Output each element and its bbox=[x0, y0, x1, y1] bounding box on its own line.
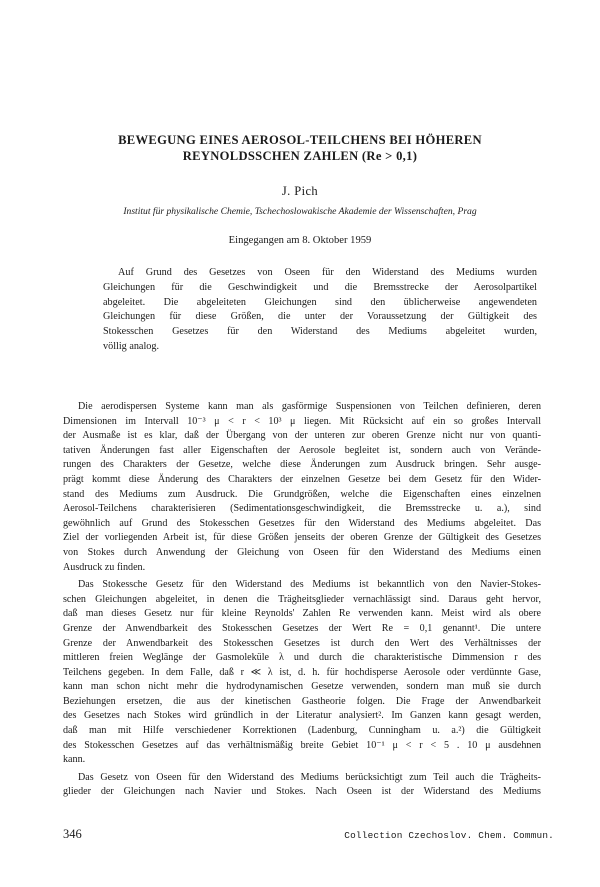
body-line: von Stokes durch Anwendung der Gleichung von Oseen für den Widerstand des Mediums einen bbox=[63, 546, 541, 558]
body-line: mittleren freien Weglänge der Gasmoleküle λ und durch die charakteristische Dimmension r des bbox=[63, 652, 541, 664]
body-line: Grenze der Anwendbarkeit des Stokesschen Gesetzes ist durch den Wert des Verhältnisses der bbox=[63, 637, 541, 649]
body-line: rungen des Charakters der Gesetze, welche diese Änderungen zum Ausdruck bringen. Sehr ausge- bbox=[63, 459, 541, 471]
title-line-1: BEWEGUNG EINES AEROSOL-TEILCHENS BEI HÖHEREN bbox=[118, 133, 482, 147]
abstract-line: abgeleitet. Die abgeleiteten Gleichungen sind den üblicherweise angewendeten bbox=[103, 296, 537, 308]
body-line: daß man mit Hilfe verschiedener Korrektionen (Ladenburg, Cunningham u. a.²) die Gültigkeit bbox=[63, 725, 541, 737]
paragraph-2 bbox=[63, 578, 541, 768]
body-line: glieder der Gleichungen nach Navier und Stokes. Nach Oseen ist der Widerstand des Mediums bbox=[63, 786, 541, 798]
body-line: Teilchens gegeben. In dem Falle, daß r ≪ λ ist, d. h. für hochdisperse Aerosole oder verdünnte Gase, bbox=[63, 666, 541, 678]
article-body bbox=[63, 400, 541, 800]
body-line: Dimensionen im Intervall 10⁻³ μ < r < 10³ μ liegen. Mit Rücksicht auf ein so großes Intervall bbox=[63, 415, 541, 427]
abstract-line: Gleichungen für die Geschwindigkeit und die Bremsstrecke der Aerosolpartikel bbox=[103, 281, 537, 293]
body-line: des Stokesschen Gesetzes auf das verhältnismäßig breite Gebiet 10⁻¹ μ < r < 5 . 10 μ ausdehnen bbox=[63, 739, 541, 751]
page-number: 346 bbox=[63, 827, 82, 841]
body-line: tativen Änderungen fast aller Eigenschaften der Aerosole begleitet ist, sondern auch von Verände- bbox=[63, 444, 541, 456]
author-name: J. Pich bbox=[281, 184, 319, 198]
body-line: prägt kommt diese Änderung des Charakters der einzelnen Gesetze bei dem Gesetz für den Wider- bbox=[63, 473, 541, 485]
paragraph-3 bbox=[63, 771, 541, 800]
body-line: Das Gesetz von Oseen für den Widerstand des Mediums berücksichtigt zum Teil auch die Trägheits- bbox=[78, 771, 541, 783]
paragraph-1 bbox=[63, 400, 541, 575]
body-line: daß man dieses Gesetz nur für kleine Reynolds' Zahlen Re verwenden kann. Meist wird als obere bbox=[63, 608, 541, 620]
body-line: kann man schon nicht mehr die hydrodynamischen Gesetze verwenden, sondern man muß sie durch bbox=[63, 681, 541, 693]
body-line: Grenze der Anwendbarkeit des Stokesschen Gesetzes der Wert Re = 0,1 genannt¹. Die untere bbox=[63, 622, 541, 634]
abstract bbox=[103, 266, 537, 355]
received-date: Eingegangen am 8. Oktober 1959 bbox=[228, 235, 372, 246]
body-line: kann. bbox=[63, 754, 86, 766]
abstract-line: Auf Grund des Gesetzes von Oseen für den Widerstand des Mediums wurden bbox=[118, 267, 537, 278]
abstract-line: Gleichungen für diese Größen, die unter der Voraussetzung der Gültigkeit des bbox=[103, 311, 537, 323]
body-line: gewöhnlich auf Grund des Stokesschen Gesetzes für den Widerstand des Mediums abgeleitet. Das bbox=[63, 517, 541, 529]
body-line: der Ausmaße ist es klar, daß der Übergang von der unteren zur oberen Grenze nicht nur von quanti- bbox=[63, 430, 541, 442]
body-line: des Gesetzes nach Stokes wird gründlich in der Literatur analysiert². Im Ganzen kann gesagt werden, bbox=[63, 710, 541, 722]
article-title bbox=[0, 132, 600, 164]
author-affiliation: Institut für physikalische Chemie, Tschechoslowakische Akademie der Wissenschaften, Prag bbox=[123, 206, 477, 217]
body-line: Beziehungen ersetzen, die aus der kinetischen Gastheorie folgen. Die Frage der Anwendbarkeit bbox=[63, 695, 541, 707]
body-line: stand des Mediums zum Ausdruck. Die Grundgrößen, welche die Eigenschaften eines einzelnen bbox=[63, 488, 541, 500]
body-line: Ziel der vorliegenden Arbeit ist, für diese Größen jenseits der oberen Grenze der Gültigkeit des Gesetzes bbox=[63, 532, 541, 544]
body-line: schen Gleichungen abgeleitet, in denen die Trägheitsglieder vernachlässigt sind. Daraus geht hervor, bbox=[63, 593, 541, 605]
title-line-2: REYNOLDSSCHEN ZAHLEN (Re > 0,1) bbox=[182, 149, 418, 163]
journal-name: Collection Czechoslov. Chem. Commun. bbox=[344, 830, 554, 841]
body-line: Ausdruck zu finden. bbox=[63, 561, 146, 573]
body-line: Aerosol-Teilchens charakterisieren (Sedimentationsgeschwindigkeit, die Bremsstrecke u. a.), sind bbox=[63, 503, 541, 515]
body-line: Die aerodispersen Systeme kann man als gasförmige Suspensionen von Teilchen definieren, deren bbox=[78, 401, 541, 412]
abstract-line: Stokesschen Gesetzes für den Widerstand des Mediums abgeleitet wurden, bbox=[103, 326, 537, 338]
abstract-line: völlig analog. bbox=[103, 340, 160, 352]
body-line: Das Stokessche Gesetz für den Widerstand des Mediums ist bekanntlich von den Navier-Stokes- bbox=[78, 579, 541, 591]
